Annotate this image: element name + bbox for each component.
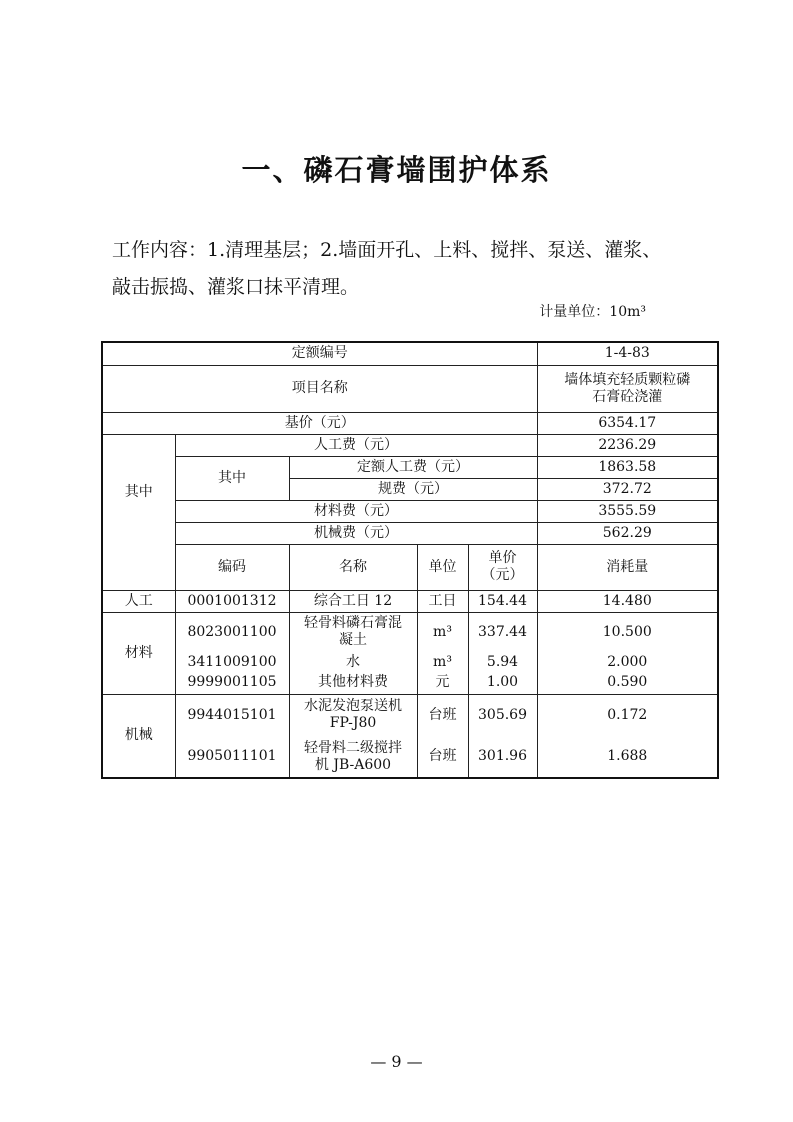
- material-name: 水: [289, 652, 417, 672]
- machine-price: 301.96: [468, 736, 537, 778]
- header-name: 名称: [289, 544, 417, 590]
- header-consumption: 消耗量: [537, 544, 718, 590]
- machine-name-line-2: 机 JB-A600: [314, 756, 392, 773]
- material-qty: 2.000: [537, 652, 718, 672]
- table-row: [102, 434, 718, 456]
- quota-no-value: 1-4-83: [537, 342, 718, 365]
- base-price-value: 6354.17: [537, 412, 718, 434]
- material-qty: 0.590: [537, 672, 718, 694]
- labor-price: 154.44: [468, 590, 537, 612]
- material-qty: 10.500: [537, 612, 718, 652]
- table-row: [102, 672, 718, 694]
- material-fee-label: 材料费（元）: [175, 500, 537, 522]
- machine-unit: 台班: [417, 694, 468, 736]
- machine-name-line-1: 水泥发泡泵送机: [304, 698, 402, 715]
- labor-qty: 14.480: [537, 590, 718, 612]
- machine-unit: 台班: [417, 736, 468, 778]
- table-row: [102, 456, 718, 478]
- among-inner-label: 其中: [175, 456, 289, 500]
- labor-group-label: 人工: [102, 590, 175, 612]
- labor-unit: 工日: [417, 590, 468, 612]
- material-price: 5.94: [468, 652, 537, 672]
- material-name-line-1: 轻骨料磷石膏混: [304, 615, 402, 632]
- material-unit: m³: [417, 652, 468, 672]
- measurement-unit: 计量单位：10m³: [539, 304, 646, 320]
- labor-fee-label: 人工费（元）: [175, 434, 537, 456]
- material-name: [289, 612, 417, 652]
- header-price: [468, 544, 537, 590]
- table-header-row: [102, 544, 718, 590]
- machine-group-label: 机械: [102, 694, 175, 778]
- quota-no-label: 定额编号: [102, 342, 537, 365]
- machine-name-line-2: FP-J80: [329, 715, 377, 732]
- material-unit: 元: [417, 672, 468, 694]
- machine-fee-value: 562.29: [537, 522, 718, 544]
- machine-qty: 0.172: [537, 694, 718, 736]
- regulation-fee-label: 规费（元）: [289, 478, 537, 500]
- among-label: 其中: [102, 434, 175, 590]
- base-price-label: 基价（元）: [102, 412, 537, 434]
- machine-name: [289, 694, 417, 736]
- machine-fee-label: 机械费（元）: [175, 522, 537, 544]
- work-content: [112, 232, 697, 306]
- table-row: [102, 342, 718, 365]
- item-name-line-1: 墙体填充轻质颗粒磷: [564, 371, 691, 388]
- machine-name-line-1: 轻骨料二级搅拌: [304, 739, 402, 756]
- table-row: [102, 365, 718, 412]
- machine-name: [289, 736, 417, 778]
- material-group-label: 材料: [102, 612, 175, 694]
- header-price-line-1: 单价: [488, 550, 517, 566]
- table-row: [102, 522, 718, 544]
- material-price: 337.44: [468, 612, 537, 652]
- page-number: — 9 —: [370, 1052, 423, 1071]
- quota-labor-label: 定额人工费（元）: [289, 456, 537, 478]
- machine-qty: 1.688: [537, 736, 718, 778]
- machine-code: 9905011101: [175, 736, 289, 778]
- labor-name: 综合工日 12: [289, 590, 417, 612]
- page-title: 一、磷石膏墙围护体系: [241, 153, 552, 187]
- header-unit: 单位: [417, 544, 468, 590]
- table-row: [102, 500, 718, 522]
- table-row: [102, 590, 718, 612]
- labor-code: 0001001312: [175, 590, 289, 612]
- header-price-line-2: （元）: [481, 567, 524, 583]
- work-content-line-2: 敲击振捣、灌浆口抹平清理。: [112, 276, 360, 298]
- machine-code: 9944015101: [175, 694, 289, 736]
- table-row: [102, 736, 718, 778]
- header-code: 编码: [175, 544, 289, 590]
- material-name-line-2: 凝土: [339, 632, 367, 649]
- table-row: [102, 694, 718, 736]
- table-row: [102, 612, 718, 652]
- material-unit: m³: [417, 612, 468, 652]
- material-code: 3411009100: [175, 652, 289, 672]
- item-name-value: [537, 365, 718, 412]
- item-name-label: 项目名称: [102, 365, 537, 412]
- item-name-line-2: 石膏砼浇灌: [592, 388, 663, 405]
- work-content-line-1: 工作内容：1.清理基层；2.墙面开孔、上料、搅拌、泵送、灌浆、: [112, 239, 662, 261]
- quota-table: [101, 341, 719, 779]
- labor-fee-value: 2236.29: [537, 434, 718, 456]
- material-code: 9999001105: [175, 672, 289, 694]
- material-name: 其他材料费: [289, 672, 417, 694]
- table-row: [102, 412, 718, 434]
- machine-price: 305.69: [468, 694, 537, 736]
- material-fee-value: 3555.59: [537, 500, 718, 522]
- material-price: 1.00: [468, 672, 537, 694]
- table-row: [102, 652, 718, 672]
- regulation-fee-value: 372.72: [537, 478, 718, 500]
- material-code: 8023001100: [175, 612, 289, 652]
- quota-labor-value: 1863.58: [537, 456, 718, 478]
